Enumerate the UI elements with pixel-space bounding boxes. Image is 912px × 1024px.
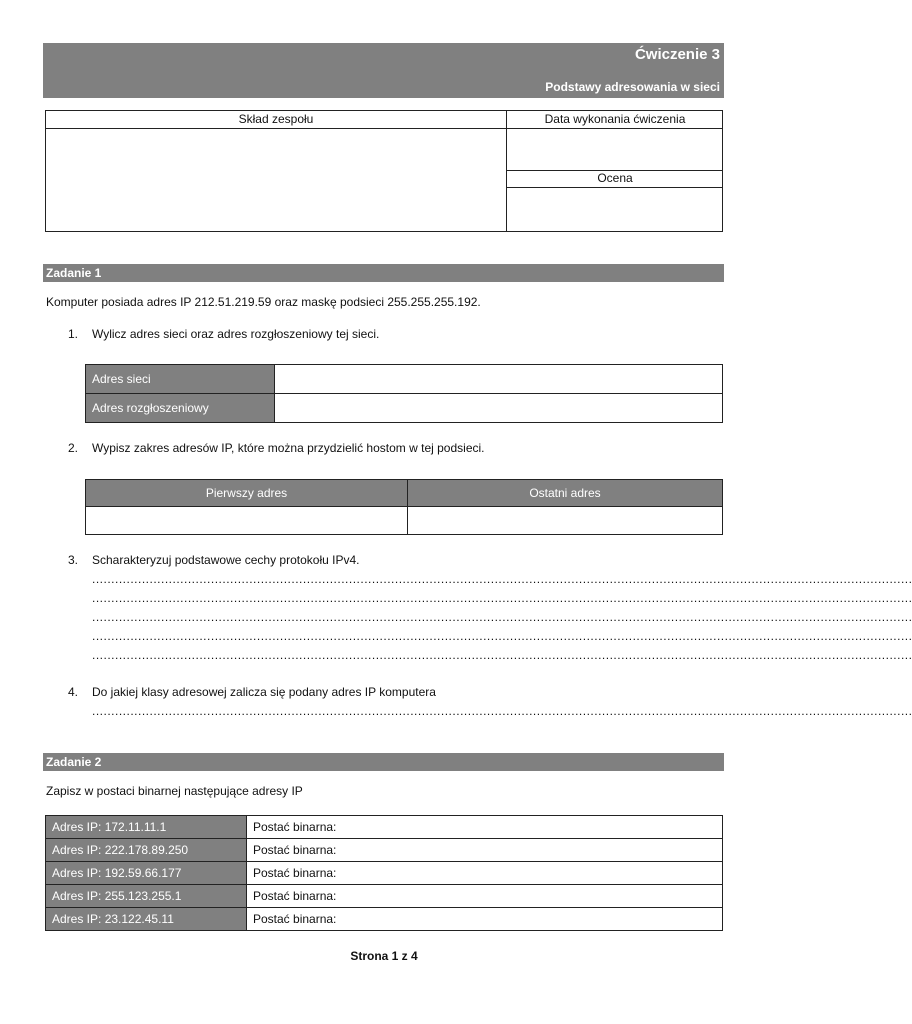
date-label: Data wykonania ćwiczenia xyxy=(544,112,686,126)
network-address-label: Adres sieci xyxy=(86,365,275,394)
answer-line[interactable]: ...................................................................................................................................................................................................................... xyxy=(92,704,912,718)
binary-answer[interactable] xyxy=(247,839,723,862)
binary-answer[interactable] xyxy=(247,816,723,839)
grade-input-area[interactable] xyxy=(508,189,722,231)
binary-answer[interactable] xyxy=(247,908,723,931)
exercise-subtitle: Podstawy adresowania w sieci xyxy=(545,80,720,94)
last-address-header: Ostatni adres xyxy=(408,480,723,507)
binary-label: Postać binarna: xyxy=(253,889,337,903)
address-table xyxy=(85,364,723,423)
answer-line[interactable]: ...................................................................................................................................................................................................................... xyxy=(92,572,912,586)
binary-answer[interactable] xyxy=(247,885,723,908)
network-address-answer[interactable] xyxy=(275,365,723,394)
binary-label: Postać binarna: xyxy=(253,866,337,880)
answer-line[interactable]: ...................................................................................................................................................................................................................... xyxy=(92,648,912,662)
q3-text: Scharakteryzuj podstawowe cechy protokołu IPv4. xyxy=(92,553,360,567)
task1-header: Zadanie 1 xyxy=(43,264,724,282)
date-input-area[interactable] xyxy=(508,130,722,169)
page-number: Strona 1 z 4 xyxy=(350,949,418,963)
answer-line[interactable]: ...................................................................................................................................................................................................................... xyxy=(92,610,912,624)
task2-header: Zadanie 2 xyxy=(43,753,724,771)
q4-number: 4. xyxy=(68,685,79,699)
first-address-answer[interactable] xyxy=(86,507,408,535)
broadcast-address-answer[interactable] xyxy=(275,394,723,423)
q2-text: Wypisz zakres adresów IP, które można przydzielić hostom w tej podsieci. xyxy=(92,441,485,455)
task1-intro: Komputer posiada adres IP 212.51.219.59 oraz maskę podsieci 255.255.255.192. xyxy=(46,295,481,309)
first-address-header: Pierwszy adres xyxy=(86,480,408,507)
q1-text: Wylicz adres sieci oraz adres rozgłoszeniowy tej sieci. xyxy=(92,327,380,341)
q2-number: 2. xyxy=(68,441,79,455)
exercise-header xyxy=(43,43,724,98)
binary-answer[interactable] xyxy=(247,862,723,885)
broadcast-address-label: Adres rozgłoszeniowy xyxy=(86,394,275,423)
exercise-title: Ćwiczenie 3 xyxy=(634,46,720,63)
grade-label: Ocena xyxy=(597,171,633,185)
team-label: Skład zespołu xyxy=(238,112,314,126)
binary-label: Postać binarna: xyxy=(253,820,337,834)
team-table xyxy=(45,110,723,232)
ip-address-label: Adres IP: 255.123.255.1 xyxy=(46,885,247,908)
ip-address-label: Adres IP: 23.122.45.11 xyxy=(46,908,247,931)
answer-line[interactable]: ...................................................................................................................................................................................................................... xyxy=(92,591,912,605)
q3-number: 3. xyxy=(68,553,79,567)
q4-text: Do jakiej klasy adresowej zalicza się podany adres IP komputera xyxy=(92,685,436,699)
last-address-answer[interactable] xyxy=(408,507,723,535)
q1-number: 1. xyxy=(68,327,79,341)
task2-intro: Zapisz w postaci binarnej następujące adresy IP xyxy=(46,784,303,798)
binary-label: Postać binarna: xyxy=(253,843,337,857)
ip-address-label: Adres IP: 172.11.11.1 xyxy=(46,816,247,839)
answer-line[interactable]: ...................................................................................................................................................................................................................... xyxy=(92,629,912,643)
host-range-table xyxy=(85,479,723,535)
ip-address-label: Adres IP: 222.178.89.250 xyxy=(46,839,247,862)
ip-address-label: Adres IP: 192.59.66.177 xyxy=(46,862,247,885)
binary-label: Postać binarna: xyxy=(253,912,337,926)
team-input-area[interactable] xyxy=(48,130,504,230)
binary-table xyxy=(45,815,723,931)
